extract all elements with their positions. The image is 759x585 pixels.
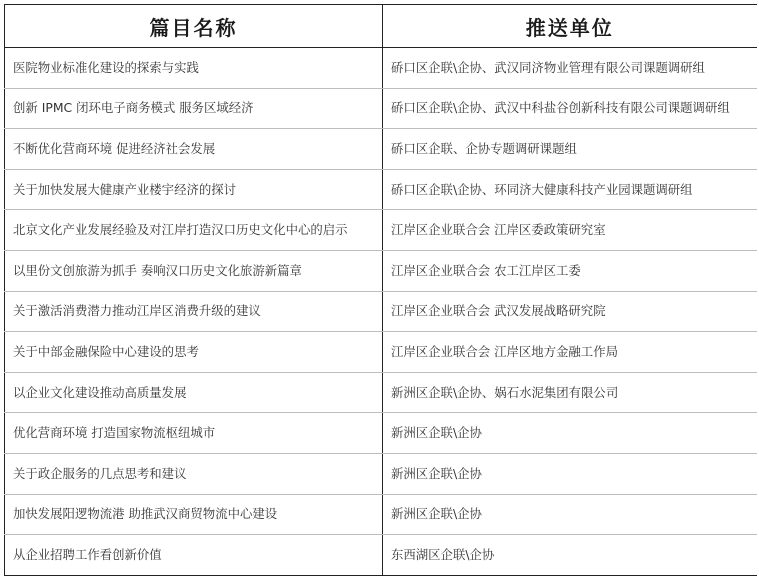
cell-unit: 新洲区企联\企协、娲石水泥集团有限公司	[383, 372, 757, 413]
cell-title: 创新 IPMC 闭环电子商务模式 服务区域经济	[5, 88, 383, 129]
cell-title: 优化营商环境 打造国家物流枢纽城市	[5, 413, 383, 454]
table-row	[5, 291, 757, 332]
cell-unit: 新洲区企联\企协	[383, 413, 757, 454]
cell-title: 关于中部金融保险中心建设的思考	[5, 332, 383, 373]
cell-title: 以企业文化建设推动高质量发展	[5, 372, 383, 413]
table-row	[5, 129, 757, 170]
cell-title: 以里份文创旅游为抓手 奏响汉口历史文化旅游新篇章	[5, 250, 383, 291]
table-row	[5, 372, 757, 413]
table-row	[5, 332, 757, 373]
table-row	[5, 535, 757, 576]
cell-unit: 东西湖区企联\企协	[383, 535, 757, 576]
table-row	[5, 413, 757, 454]
table-row	[5, 169, 757, 210]
table-row	[5, 494, 757, 535]
cell-title: 关于加快发展大健康产业楼宇经济的探讨	[5, 169, 383, 210]
table-row	[5, 88, 757, 129]
table-row	[5, 48, 757, 89]
cell-unit: 江岸区企业联合会 农工江岸区工委	[383, 250, 757, 291]
cell-title: 关于政企服务的几点思考和建议	[5, 453, 383, 494]
cell-unit: 新洲区企联\企协	[383, 453, 757, 494]
cell-unit: 硚口区企联、企协专题调研课题组	[383, 129, 757, 170]
table-row	[5, 210, 757, 251]
cell-unit: 硚口区企联\企协、武汉同济物业管理有限公司课题调研组	[383, 48, 757, 89]
header-unit: 推送单位	[383, 5, 757, 48]
cell-unit: 江岸区企业联合会 武汉发展战略研究院	[383, 291, 757, 332]
table-row	[5, 250, 757, 291]
cell-title: 医院物业标准化建设的探索与实践	[5, 48, 383, 89]
cell-title: 不断优化营商环境 促进经济社会发展	[5, 129, 383, 170]
cell-title: 从企业招聘工作看创新价值	[5, 535, 383, 576]
cell-title: 加快发展阳逻物流港 助推武汉商贸物流中心建设	[5, 494, 383, 535]
cell-title: 关于激活消费潜力推动江岸区消费升级的建议	[5, 291, 383, 332]
cell-unit: 新洲区企联\企协	[383, 494, 757, 535]
cell-title: 北京文化产业发展经验及对江岸打造汉口历史文化中心的启示	[5, 210, 383, 251]
cell-unit: 硚口区企联\企协、武汉中科盐谷创新科技有限公司课题调研组	[383, 88, 757, 129]
table-row	[5, 453, 757, 494]
table-header-row	[5, 5, 757, 48]
cell-unit: 江岸区企业联合会 江岸区地方金融工作局	[383, 332, 757, 373]
cell-unit: 硚口区企联\企协、环同济大健康科技产业园课题调研组	[383, 169, 757, 210]
report-table	[4, 4, 757, 576]
cell-unit: 江岸区企业联合会 江岸区委政策研究室	[383, 210, 757, 251]
header-title: 篇目名称	[5, 5, 383, 48]
